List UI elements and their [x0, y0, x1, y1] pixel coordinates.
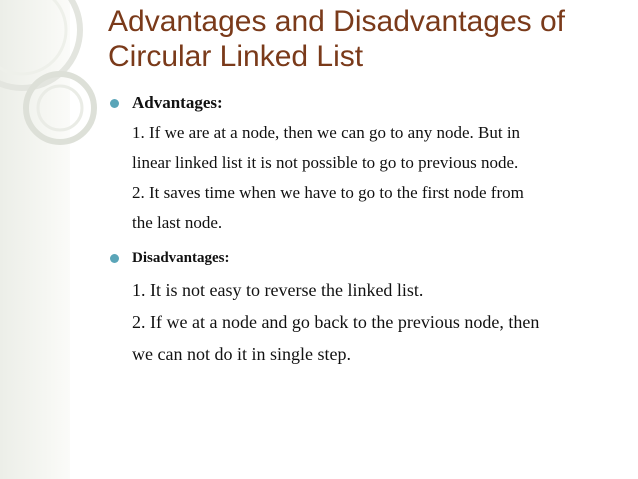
disadvantages-line-2: 2. If we at a node and go back to the previous node, then [132, 312, 540, 332]
disadvantages-line-3: we can not do it in single step. [132, 344, 351, 364]
decorative-rings [0, 0, 120, 479]
advantages-line-2: linear linked list it is not possible to go to previous node. [132, 153, 519, 172]
advantages-line-3: 2. It saves time when we have to go to the first node from [132, 183, 524, 202]
advantages-line-4: the last node. [132, 213, 223, 232]
slide-content [110, 90, 620, 370]
disadvantages-heading [110, 246, 620, 270]
advantages-heading-text: Advantages: [132, 93, 223, 112]
title-line-1: Advantages and Disadvantages of [108, 5, 565, 38]
slide-title [108, 4, 628, 74]
title-line-2: Circular Linked List [108, 40, 364, 73]
bullet-icon [110, 99, 119, 108]
bullet-icon [110, 254, 119, 263]
disadvantages-heading-text: Disadvantages: [132, 250, 230, 266]
advantages-heading [110, 90, 620, 116]
advantages-line-1: 1. If we are at a node, then we can go to any node. But in [132, 123, 521, 142]
disadvantages-line-1: 1. It is not easy to reverse the linked list. [132, 280, 424, 300]
